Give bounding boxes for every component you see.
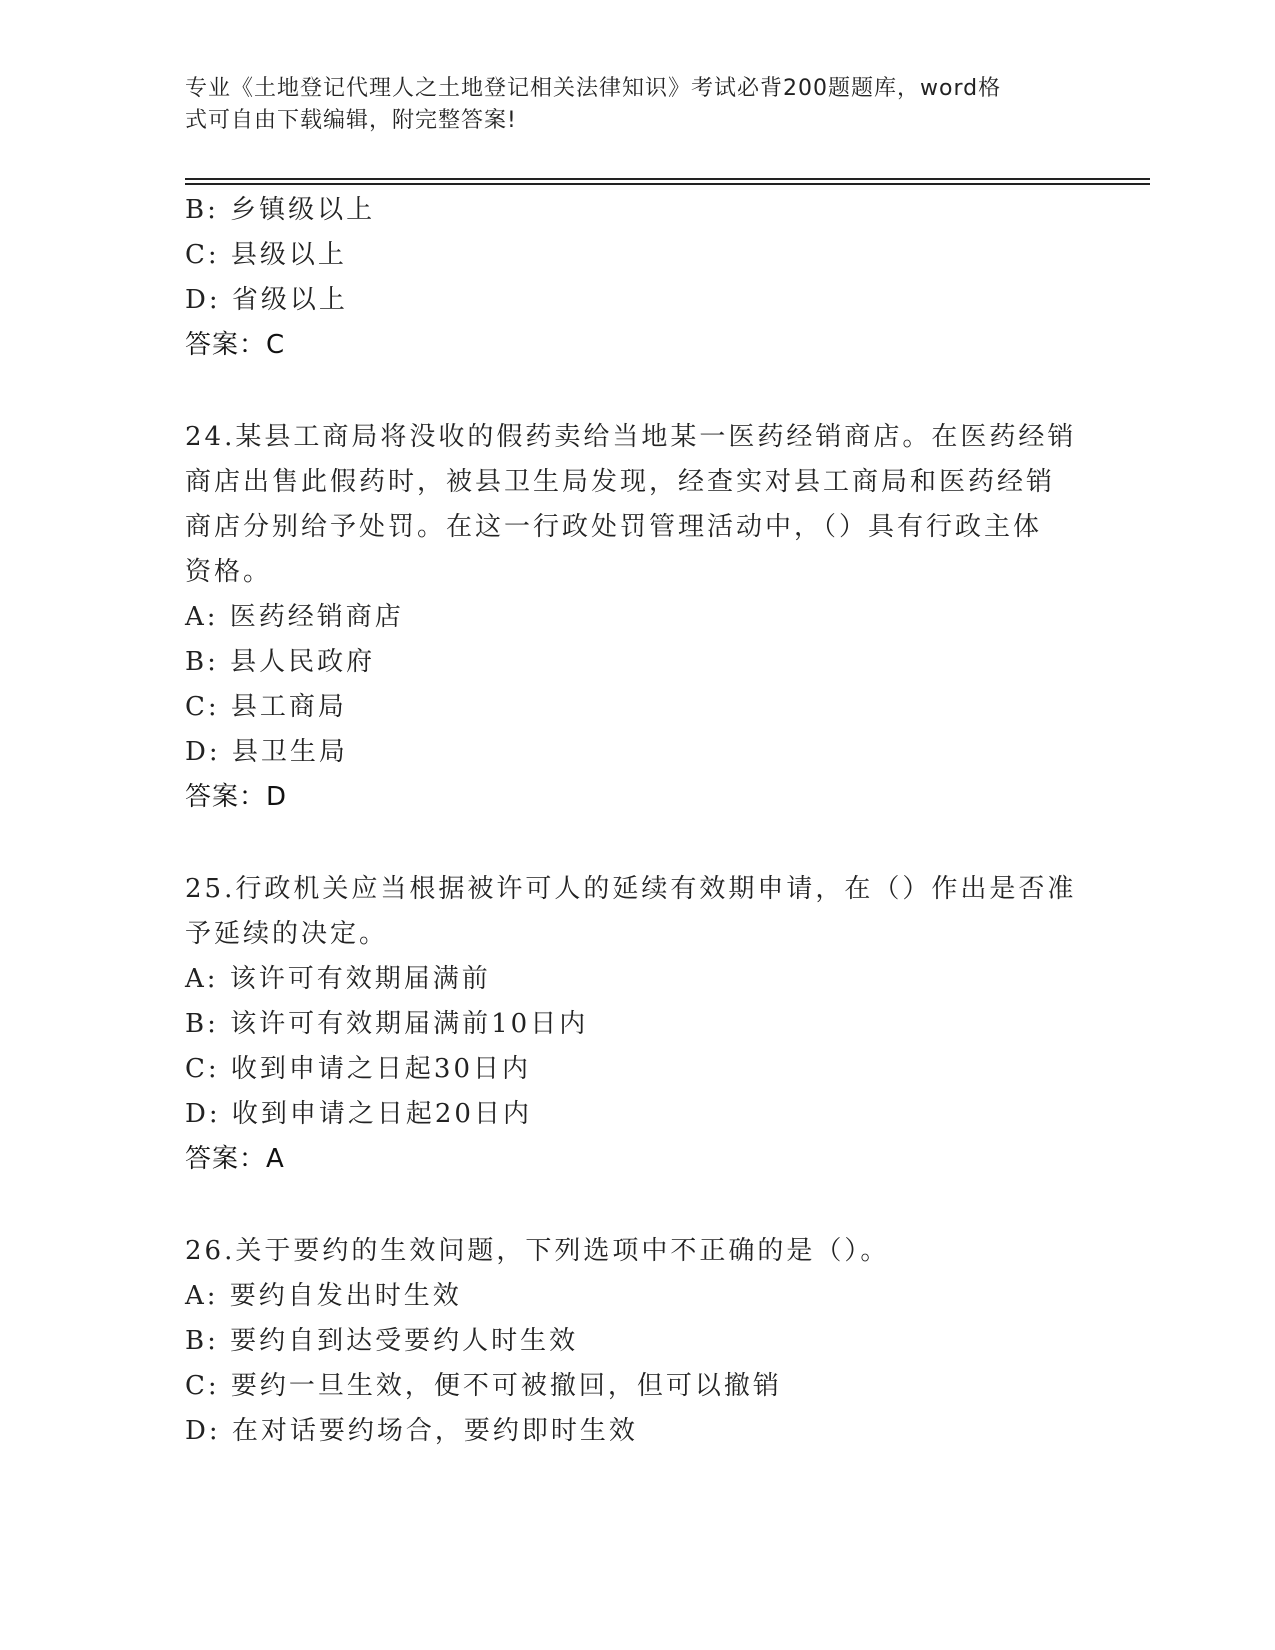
document-header	[185, 73, 1065, 137]
question-25	[185, 867, 1085, 1182]
q24-stem-line: 资格。	[185, 557, 273, 587]
q26-option-a: A: 要约自发出时生效	[185, 1281, 462, 1311]
q24-option-a: A: 医药经销商店	[185, 602, 404, 632]
q25-option-d: D: 收到申请之日起20日内	[185, 1099, 532, 1129]
header-title-line-2: 式可自由下载编辑，附完整答案!	[185, 108, 517, 133]
q24-option-c: C: 县工商局	[185, 692, 347, 722]
q26-option-c: C: 要约一旦生效，便不可被撤回，但可以撤销	[185, 1371, 782, 1401]
q23-answer: 答案：C	[185, 330, 286, 360]
question-23	[185, 188, 1085, 368]
q25-answer: 答案：A	[185, 1144, 285, 1174]
q26-option-d: D: 在对话要约场合，要约即时生效	[185, 1416, 638, 1446]
q25-stem-line: 予延续的决定。	[185, 919, 389, 949]
q24-option-d: D: 县卫生局	[185, 737, 348, 767]
question-26	[185, 1229, 1085, 1454]
question-24	[185, 415, 1085, 820]
q24-answer: 答案：D	[185, 782, 288, 812]
q25-option-a: A: 该许可有效期届满前	[185, 964, 491, 994]
question-content	[185, 188, 1085, 1454]
q24-option-b: B: 县人民政府	[185, 647, 376, 677]
q24-stem-line: 24.某县工商局将没收的假药卖给当地某一医药经销商店。在医药经销	[185, 422, 1077, 452]
q24-stem-line: 商店出售此假药时，被县卫生局发现，经查实对县工商局和医药经销	[185, 467, 1056, 497]
q25-option-b: B: 该许可有效期届满前10日内	[185, 1009, 589, 1039]
header-divider-top	[185, 178, 1150, 180]
header-title-line-1: 专业《土地登记代理人之土地登记相关法律知识》考试必背200题题库，word格	[185, 76, 1002, 101]
q26-stem-line: 26.关于要约的生效问题，下列选项中不正确的是（）。	[185, 1236, 890, 1266]
q24-stem-line: 商店分别给予处罚。在这一行政处罚管理活动中，（）具有行政主体	[185, 512, 1043, 542]
q25-stem-line: 25.行政机关应当根据被许可人的延续有效期申请，在（）作出是否准	[185, 874, 1077, 904]
q26-option-b: B: 要约自到达受要约人时生效	[185, 1326, 579, 1356]
q25-option-c: C: 收到申请之日起30日内	[185, 1054, 532, 1084]
q23-option-c: C: 县级以上	[185, 240, 347, 270]
header-divider-bottom	[185, 183, 1150, 185]
q23-option-d: D: 省级以上	[185, 285, 348, 315]
q23-option-b: B: 乡镇级以上	[185, 195, 376, 225]
